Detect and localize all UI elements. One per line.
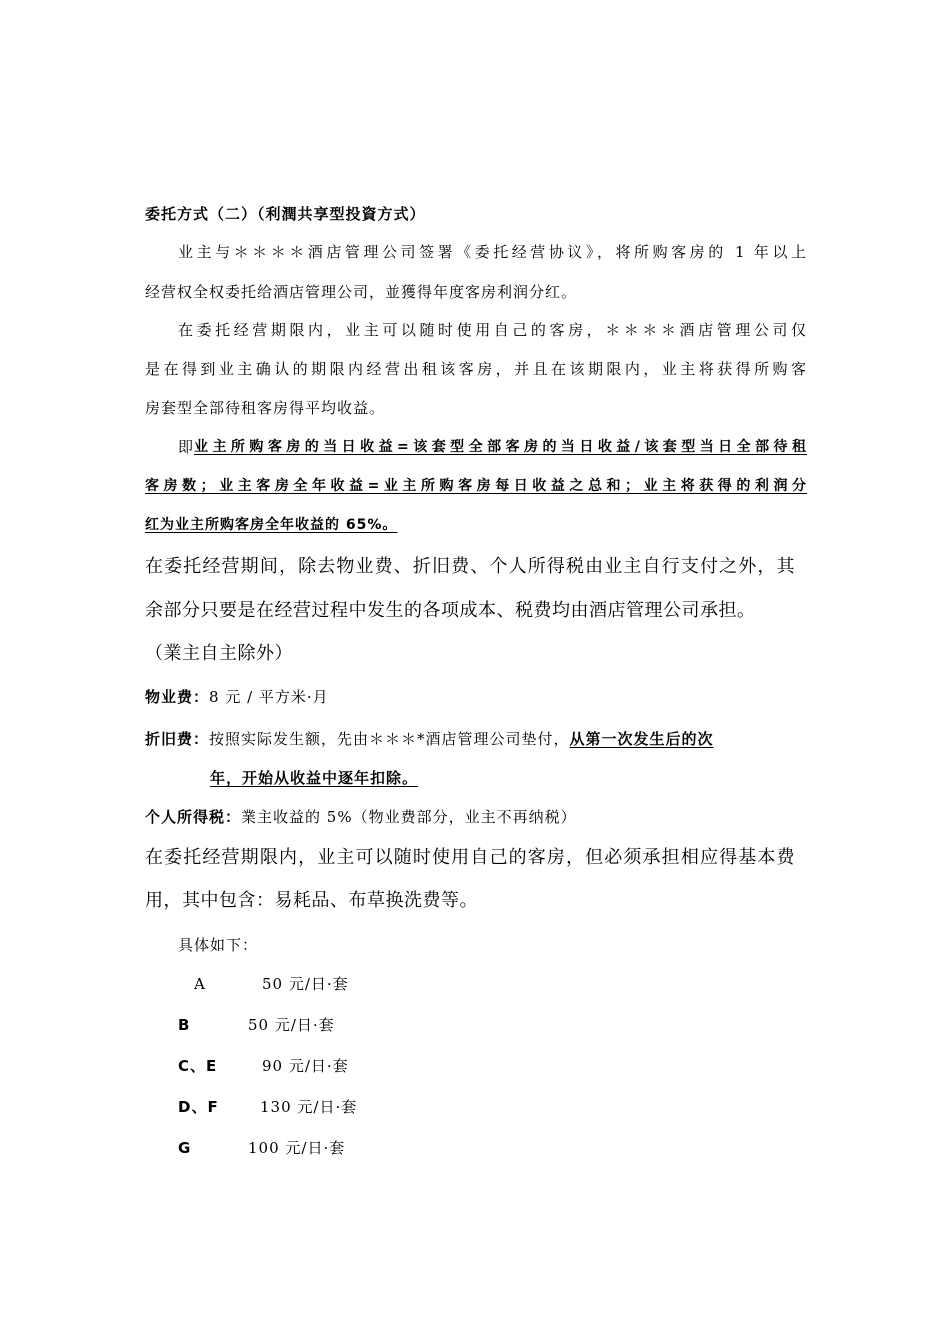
para1-line1: 业主与＊＊＊＊酒店管理公司签署《委托经营协议》，将所购客房的 1 年以上 [178,243,807,261]
para3-line1-row [178,436,807,458]
para2-line2: 是在得到业主确认的期限内经营出租该客房，并且在该期限内，业主将获得所购客 [145,360,807,378]
rate-row-g [178,1137,345,1159]
rate-price: 50 元/日·套 [248,1016,335,1034]
para2-line3: 房套型全部待租客房得平均收益。 [145,399,386,417]
rate-row-b [178,1014,335,1036]
depreciation-bold-2: 年，开始从收益中逐年扣除。 [210,769,419,787]
rate-price: 130 元/日·套 [260,1098,358,1116]
income-tax-label: 个人所得税： [145,808,242,826]
rate-type: C、E [178,1057,218,1075]
para4-line1: 在委托经营期间，除去物业费、折旧费、个人所得税由业主自行支付之外，其 [145,556,795,577]
property-fee-value: 8 元 / 平方米·月 [209,688,329,706]
depreciation-label: 折旧费： [145,730,210,748]
para3-line1: 业主所购客房的当日收益=该套型全部客房的当日收益/该套型当日全部待租 [194,439,807,455]
rate-type: D、F [178,1098,219,1116]
depreciation-value: 按照实际发生额，先由＊＊＊*酒店管理公司垫付， [209,730,570,748]
para4-line2: 余部分只要是在经营过程中发生的各项成本、税费均由酒店管理公司承担。 [145,600,756,621]
para3-prefix: 即 [178,438,195,456]
section-title: 委托方式（二）（利潤共享型投資方式） [145,205,426,223]
rate-price: 50 元/日·套 [262,975,349,993]
details-intro: 具体如下： [178,936,259,954]
rate-price: 90 元/日·套 [262,1057,349,1075]
rate-type: A [194,975,206,993]
rate-type: G [178,1139,192,1157]
depreciation-bold-1: 从第一次发生后的次 [569,730,714,748]
income-tax-row [145,806,577,828]
para1-line2: 经营权全权委托给酒店管理公司，並獲得年度客房利润分红。 [145,283,578,301]
property-fee-label: 物业费： [145,688,210,706]
para5-line2: 用，其中包含：易耗品、布草换洗费等。 [145,890,478,911]
para2-line1: 在委托经营期限内，业主可以随时使用自己的客房，＊＊＊＊酒店管理公司仅 [178,321,807,339]
para3-line2: 客房数；业主客房全年收益=业主所购客房每日收益之总和；业主将获得的利润分 [145,478,807,494]
para3-line3: 红为业主所购客房全年收益的 65%。 [145,517,398,533]
depreciation-row [145,728,714,750]
para4-line3: （業主自主除外） [145,643,293,664]
property-fee-row [145,686,329,708]
rate-row-ce [178,1055,349,1077]
rate-row-a [194,973,349,995]
rate-row-df [178,1096,357,1118]
rate-price: 100 元/日·套 [248,1139,346,1157]
para5-line1: 在委托经营期限内，业主可以随时使用自己的客房，但必须承担相应得基本费 [145,847,795,868]
income-tax-value: 業主收益的 5%（物业费部分，业主不再纳税） [241,808,577,826]
rate-type: B [178,1016,191,1034]
